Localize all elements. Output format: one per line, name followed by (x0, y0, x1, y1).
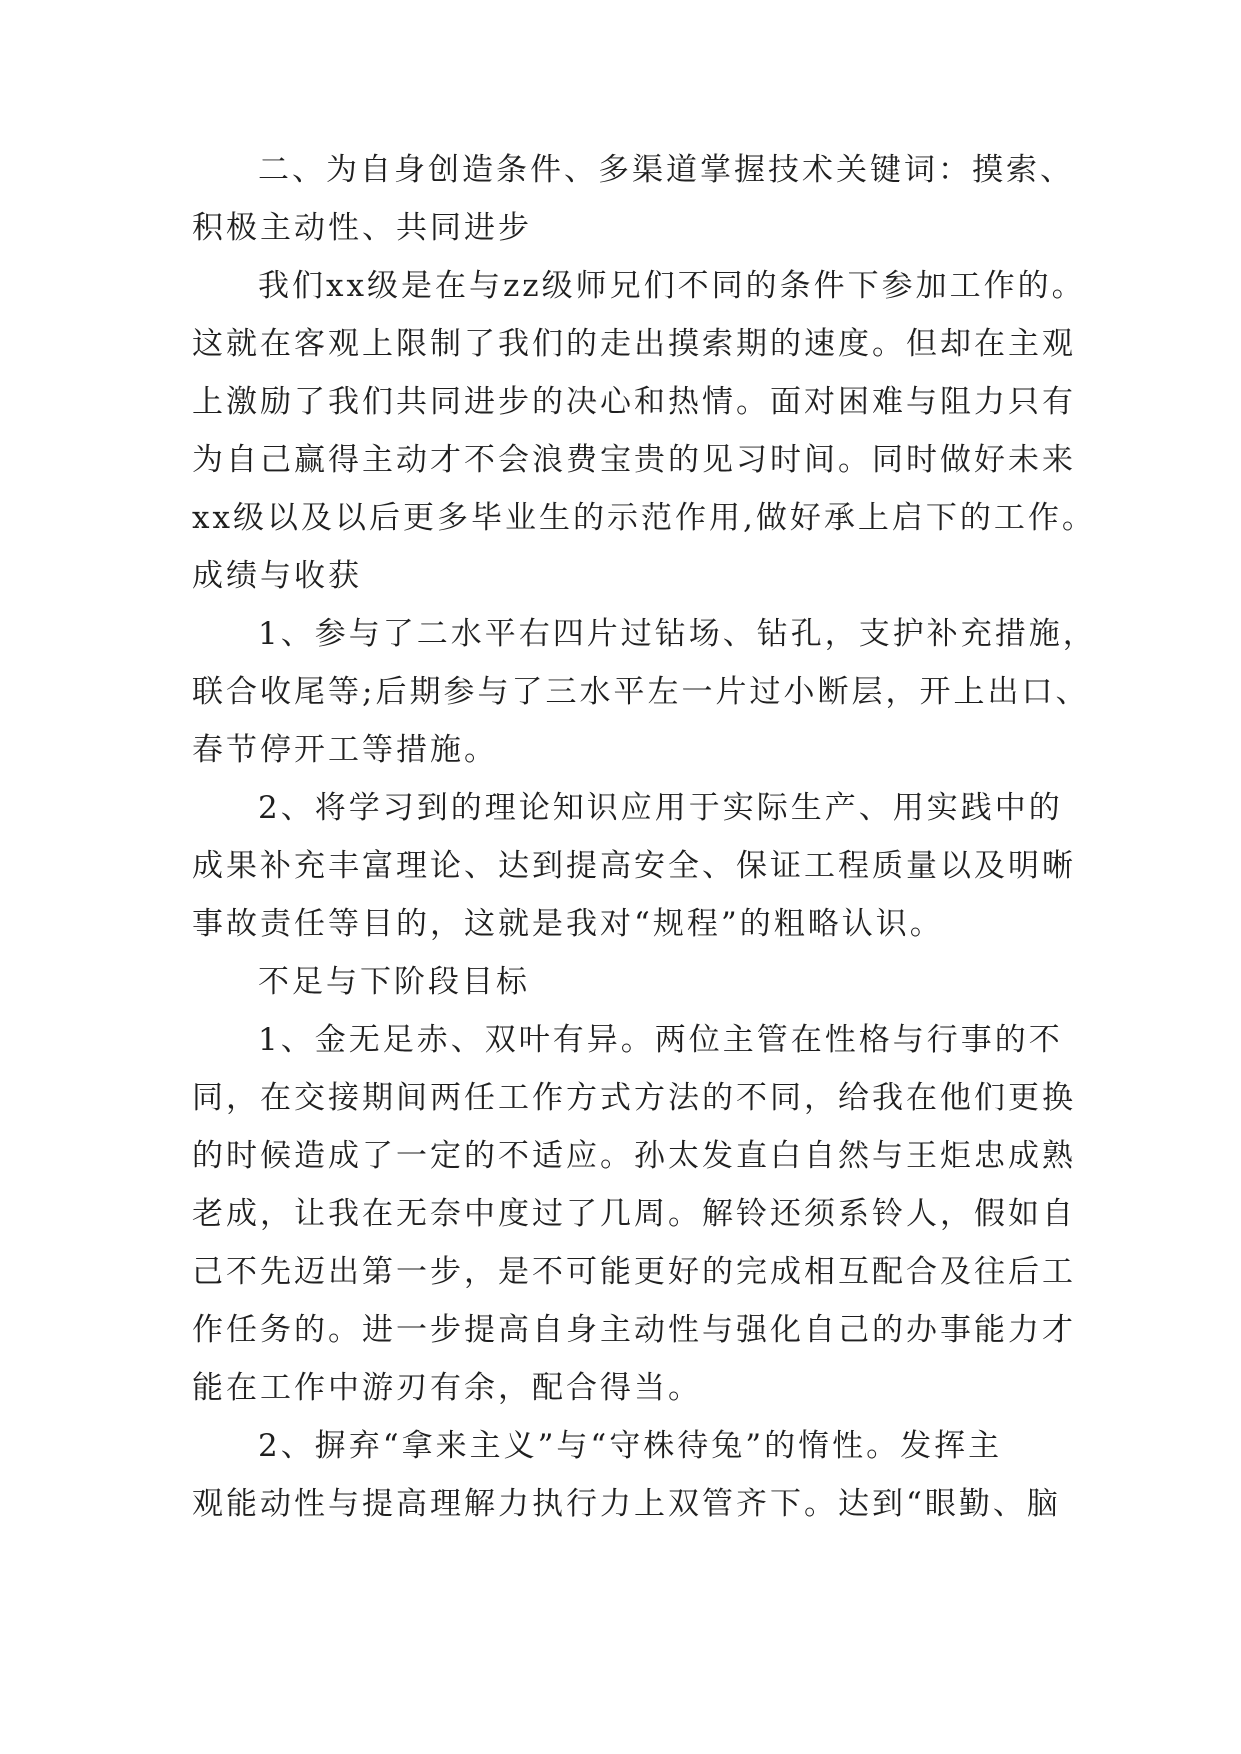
paragraph-line: 为自己赢得主动才不会浪费宝贵的见习时间。同时做好未来 (192, 442, 1076, 478)
paragraph-line: xx级以及以后更多毕业生的示范作用,做好承上启下的工作。 (192, 500, 1096, 536)
paragraph-line: 的时候造成了一定的不适应。孙太发直白自然与王炬忠成熟 (192, 1138, 1076, 1174)
subheading-shortcomings: 不足与下阶段目标 (258, 964, 530, 1000)
subheading-achievements: 成绩与收获 (192, 558, 362, 594)
paragraph-line: 1、参与了二水平右四片过钻场、钻孔，支护补充措施， (258, 616, 1097, 652)
paragraph-line: 1、金无足赤、双叶有异。两位主管在性格与行事的不 (258, 1022, 1063, 1058)
paragraph-line: 己不先迈出第一步，是不可能更好的完成相互配合及往后工 (192, 1254, 1076, 1290)
paragraph-line: 老成，让我在无奈中度过了几周。解铃还须系铃人，假如自 (192, 1196, 1076, 1232)
section-heading: 二、为自身创造条件、多渠道掌握技术关键词：摸索、 (258, 152, 1074, 188)
paragraph-line: 这就在客观上限制了我们的走出摸索期的速度。但却在主观 (192, 326, 1076, 362)
paragraph-line: 联合收尾等;后期参与了三水平左一片过小断层，开上出口、 (192, 674, 1090, 710)
paragraph-line: 2、摒弃“拿来主义”与“守株待兔”的惰性。发挥主 (258, 1428, 1003, 1464)
paragraph-line: 同，在交接期间两任工作方式方法的不同，给我在他们更换 (192, 1080, 1076, 1116)
paragraph-line: 成果补充丰富理论、达到提高安全、保证工程质量以及明晰 (192, 848, 1076, 884)
paragraph-line: 春节停开工等措施。 (192, 732, 498, 768)
paragraph-line: 作任务的。进一步提高自身主动性与强化自己的办事能力才 (192, 1312, 1076, 1348)
section-heading-continued: 积极主动性、共同进步 (192, 210, 532, 246)
paragraph-line: 我们xx级是在与zz级师兄们不同的条件下参加工作的。 (258, 268, 1086, 304)
paragraph-line: 2、将学习到的理论知识应用于实际生产、用实践中的 (258, 790, 1063, 826)
paragraph-line: 能在工作中游刃有余，配合得当。 (192, 1370, 702, 1406)
paragraph-line: 上激励了我们共同进步的决心和热情。面对困难与阻力只有 (192, 384, 1076, 420)
paragraph-line: 观能动性与提高理解力执行力上双管齐下。达到“眼勤、脑 (192, 1486, 1061, 1522)
paragraph-line: 事故责任等目的，这就是我对“规程”的粗略认识。 (192, 906, 944, 942)
